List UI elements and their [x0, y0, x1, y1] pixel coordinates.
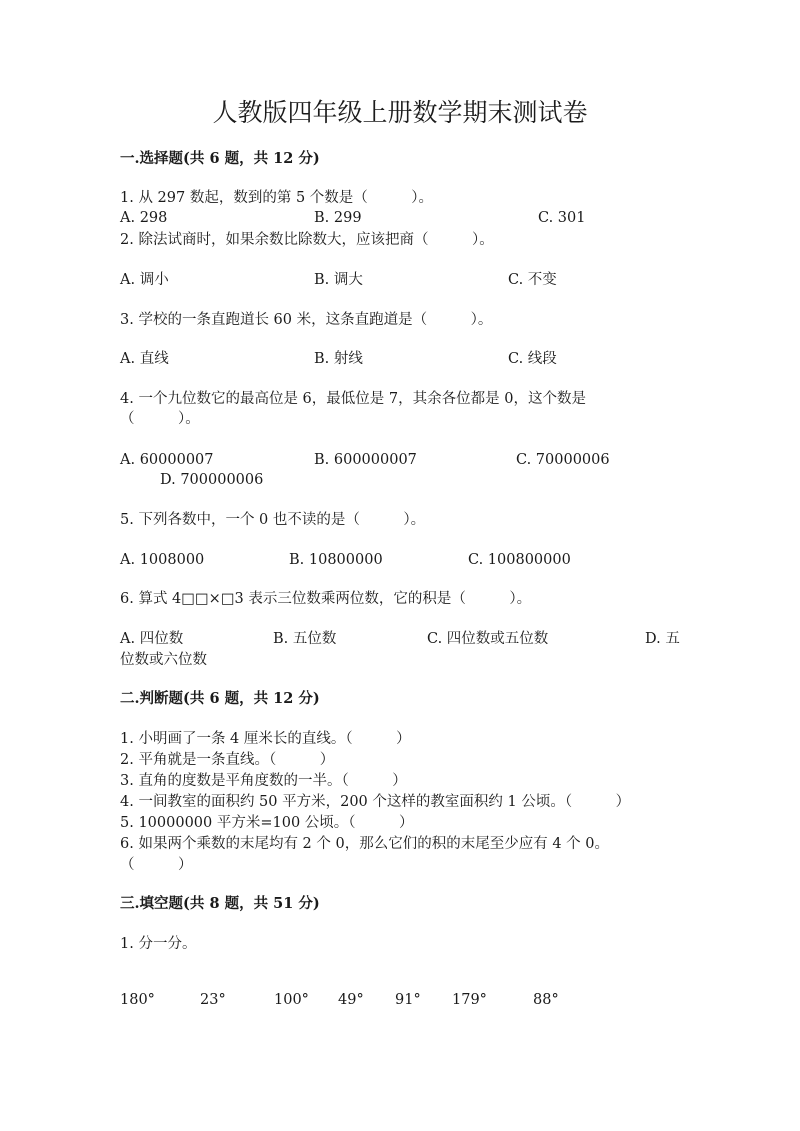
option-b: B. 10800000: [289, 552, 383, 568]
judgement-item: 1. 小明画了一条 4 厘米长的直线。（ ）: [120, 731, 411, 747]
angle-value: 179°: [452, 992, 487, 1008]
option-c: C. 四位数或五位数: [427, 631, 549, 647]
question-stem-continued: （ ）。: [120, 411, 200, 427]
option-b: B. 600000007: [314, 452, 417, 468]
question-stem: 1. 从 297 数起，数到的第 5 个数是（ ）。: [120, 190, 434, 206]
angle-value: 100°: [274, 992, 309, 1008]
section-heading-choice: 一.选择题(共 6 题，共 12 分): [120, 150, 320, 167]
angle-value: 23°: [200, 992, 226, 1008]
option-c: C. 不变: [508, 272, 557, 288]
question-stem: 1. 分一分。: [120, 936, 197, 952]
judgement-item: 4. 一间教室的面积约 50 平方米，200 个这样的教室面积约 1 公顷。（ ）: [120, 794, 631, 810]
angle-value: 49°: [338, 992, 364, 1008]
option-b: B. 299: [314, 210, 362, 226]
option-b: B. 射线: [314, 351, 363, 367]
judgement-item-continued: （ ）: [120, 857, 193, 873]
question-stem: 5. 下列各数中，一个 0 也不读的是（ ）。: [120, 512, 426, 528]
option-a: A. 调小: [120, 272, 169, 288]
option-d-continued: 位数或六位数: [120, 652, 207, 668]
option-c: C. 301: [538, 210, 586, 226]
section-heading-judgement: 二.判断题(共 6 题，共 12 分): [120, 690, 320, 707]
question-stem: 4. 一个九位数它的最高位是 6，最低位是 7，其余各位都是 0，这个数是: [120, 391, 586, 407]
option-a: A. 1008000: [120, 552, 205, 568]
angle-value: 91°: [395, 992, 421, 1008]
question-stem: 2. 除法试商时，如果余数比除数大，应该把商（ ）。: [120, 232, 494, 248]
option-a: A. 298: [120, 210, 168, 226]
judgement-item: 3. 直角的度数是平角度数的一半。（ ）: [120, 773, 407, 789]
judgement-item: 2. 平角就是一条直线。（ ）: [120, 752, 335, 768]
question-stem: 3. 学校的一条直跑道长 60 米，这条直跑道是（ ）。: [120, 312, 493, 328]
page-title: 人教版四年级上册数学期末测试卷: [212, 98, 588, 127]
option-b: B. 五位数: [273, 631, 337, 647]
judgement-item: 5. 10000000 平方米=100 公顷。（ ）: [120, 815, 414, 831]
option-c: C. 100800000: [468, 552, 571, 568]
option-a: A. 直线: [120, 351, 169, 367]
option-d: D. 五: [645, 631, 680, 647]
option-a: A. 60000007: [120, 452, 214, 468]
option-a: A. 四位数: [120, 631, 184, 647]
option-d: D. 700000006: [160, 472, 264, 488]
angle-value: 180°: [120, 992, 155, 1008]
option-c: C. 线段: [508, 351, 557, 367]
section-heading-fill: 三.填空题(共 8 题，共 51 分): [120, 895, 320, 912]
judgement-item: 6. 如果两个乘数的末尾均有 2 个 0，那么它们的积的末尾至少应有 4 个 0。: [120, 836, 609, 852]
option-b: B. 调大: [314, 272, 363, 288]
option-c: C. 70000006: [516, 452, 610, 468]
question-stem: 6. 算式 4□□×□3 表示三位数乘两位数，它的积是（ ）。: [120, 591, 532, 607]
angle-value: 88°: [533, 992, 559, 1008]
